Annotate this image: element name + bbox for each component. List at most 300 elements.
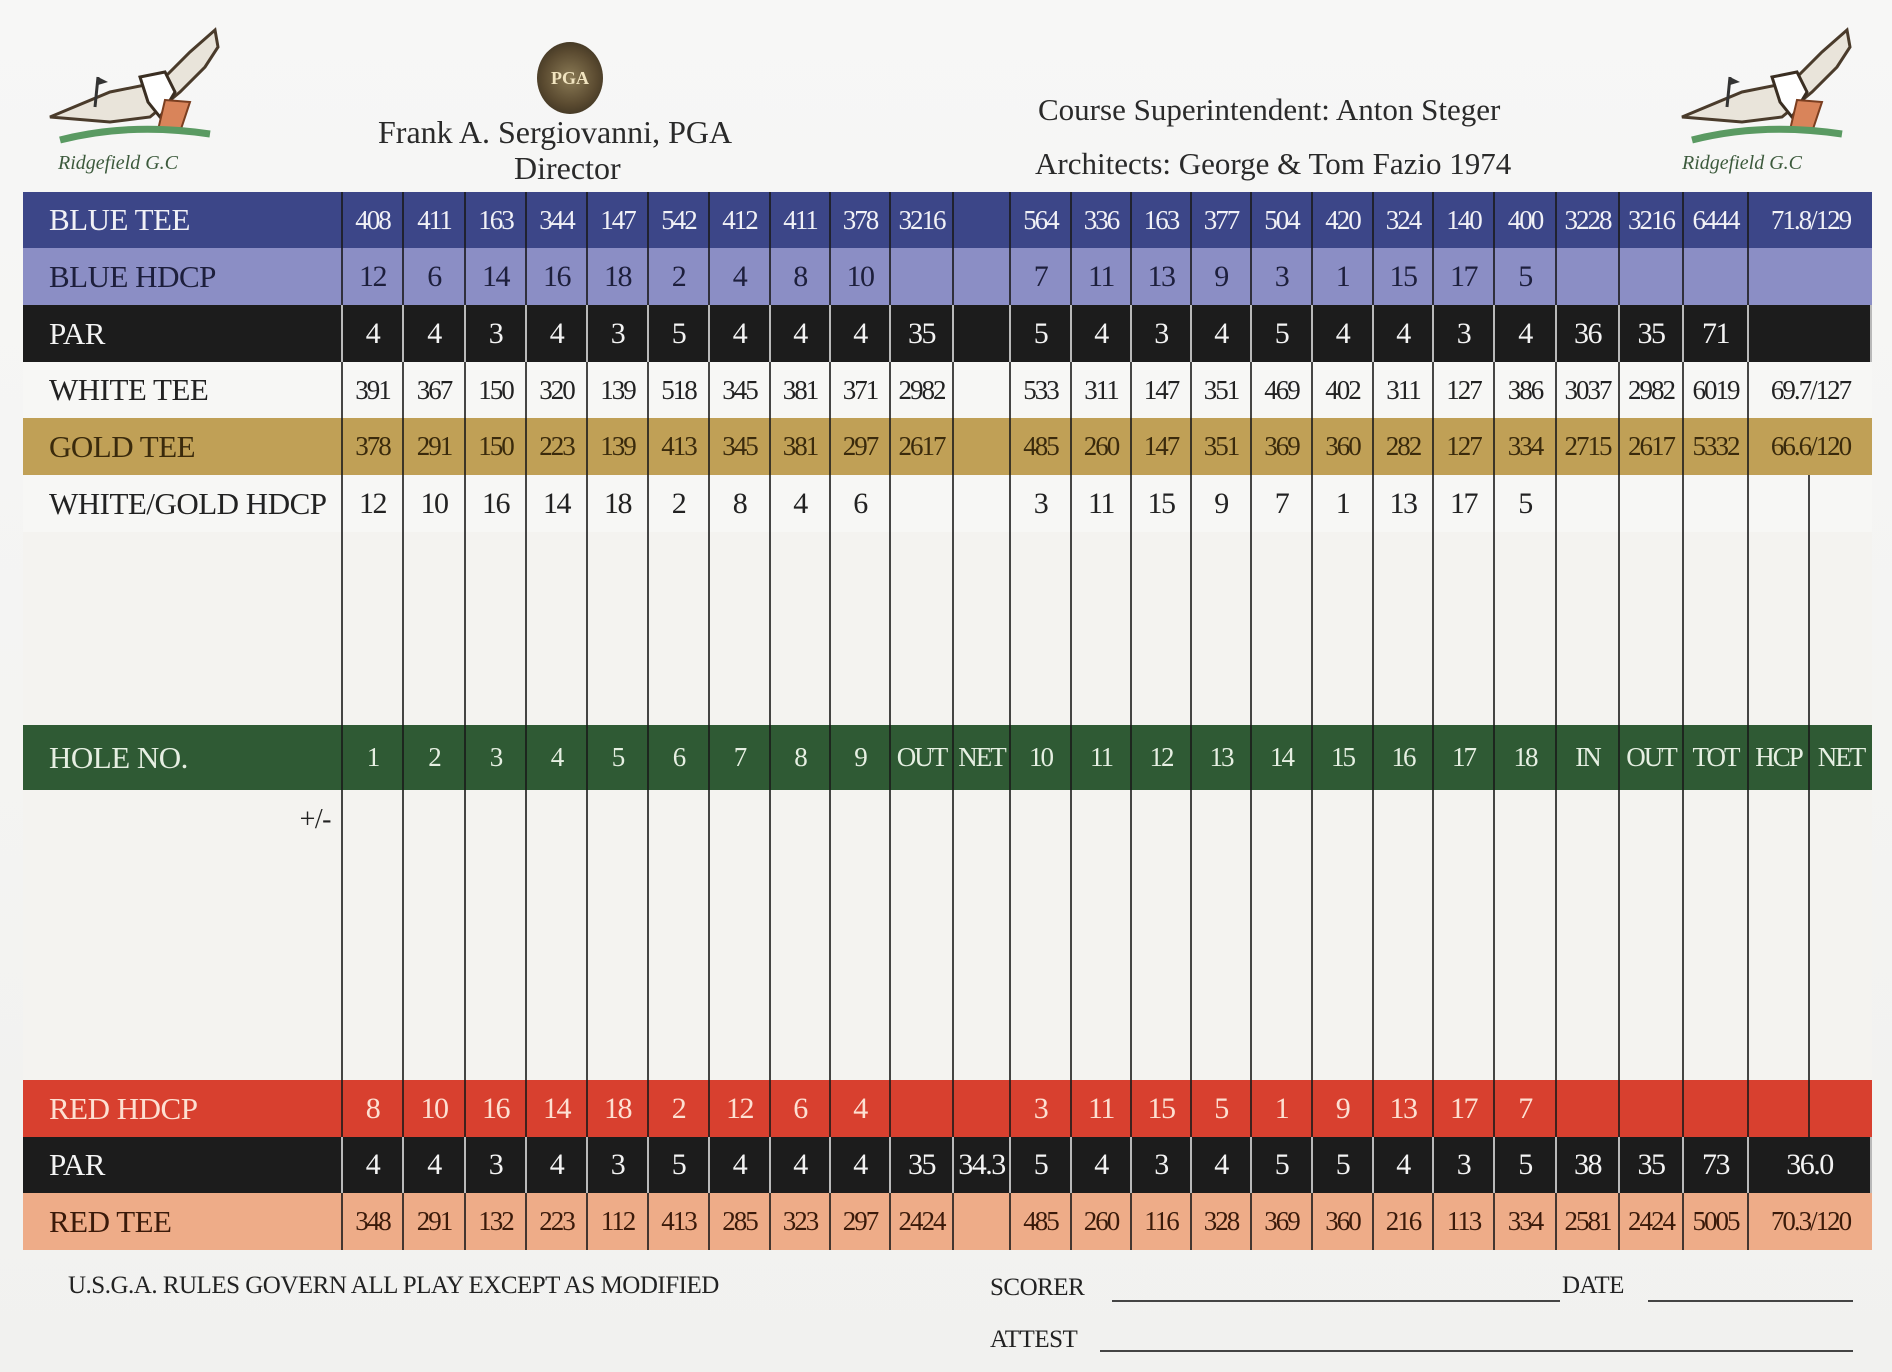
hole-7-cell: 412 <box>710 192 771 248</box>
hole-9-cell[interactable] <box>831 628 891 725</box>
net-total-cell[interactable] <box>1810 532 1872 628</box>
hole-1-cell: 1 <box>343 725 404 790</box>
hole-14-cell: 504 <box>1252 192 1313 248</box>
out-cell: OUT <box>891 725 954 790</box>
attest-field[interactable] <box>1100 1350 1853 1352</box>
hole-1-cell[interactable] <box>343 532 404 628</box>
pga-badge <box>537 42 603 114</box>
total-cell: 5332 <box>1684 418 1749 475</box>
hole-4-cell: 223 <box>527 1193 588 1250</box>
hole-15-cell: 1 <box>1313 475 1374 532</box>
hole-7-cell[interactable] <box>710 628 771 725</box>
net-total-cell[interactable] <box>1810 628 1872 725</box>
hole-1-cell: 12 <box>343 248 404 305</box>
net-cell <box>954 418 1011 475</box>
hole-13-cell: 13 <box>1192 725 1252 790</box>
hole-4-cell: 4 <box>527 1137 588 1193</box>
net-cell <box>954 1193 1011 1250</box>
hole-15-cell: 1 <box>1313 248 1374 305</box>
hole-8-cell: 411 <box>771 192 831 248</box>
rating-slope-cell: 36.0 <box>1749 1137 1872 1193</box>
hole-14-cell[interactable] <box>1252 628 1313 725</box>
hole-15-cell: 402 <box>1313 362 1374 418</box>
hole-4-cell: 223 <box>527 418 588 475</box>
net-total-cell[interactable] <box>1810 886 1872 982</box>
hole-17-cell: 17 <box>1434 248 1495 305</box>
out-cell[interactable] <box>891 982 954 1080</box>
hole-1-cell[interactable] <box>343 886 404 982</box>
row-label <box>23 982 343 1080</box>
hole-12-cell: 15 <box>1132 475 1192 532</box>
hole-3-cell[interactable] <box>466 532 527 628</box>
hole-2-cell[interactable] <box>404 886 466 982</box>
in-cell[interactable] <box>1557 532 1620 628</box>
hole-16-cell: 216 <box>1374 1193 1434 1250</box>
row-wg-hdcp <box>23 475 1872 534</box>
hole-14-cell: 469 <box>1252 362 1313 418</box>
out-cell <box>891 1080 954 1137</box>
hcp-cell[interactable] <box>1749 790 1810 886</box>
hole-7-cell[interactable] <box>710 886 771 982</box>
hole-13-cell[interactable] <box>1192 886 1252 982</box>
hole-10-cell[interactable] <box>1011 886 1072 982</box>
in-cell <box>1557 248 1620 305</box>
hole-13-cell: 351 <box>1192 362 1252 418</box>
hole-12-cell[interactable] <box>1132 982 1192 1080</box>
hole-16-cell: 16 <box>1374 725 1434 790</box>
net-cell[interactable] <box>954 790 1011 886</box>
rating-slope-cell <box>1749 248 1872 305</box>
hole-5-cell: 147 <box>588 192 649 248</box>
hole-4-cell[interactable] <box>527 790 588 886</box>
hole-17-cell: 127 <box>1434 418 1495 475</box>
hole-1-cell: 348 <box>343 1193 404 1250</box>
hole-11-cell: 11 <box>1072 1080 1132 1137</box>
hole-10-cell: 5 <box>1011 1137 1072 1193</box>
hole-12-cell[interactable] <box>1132 532 1192 628</box>
hole-14-cell: 7 <box>1252 475 1313 532</box>
hole-9-cell[interactable] <box>831 982 891 1080</box>
hcp-cell[interactable] <box>1749 532 1810 628</box>
row-par-bottom <box>23 1137 1872 1193</box>
row-blue-hdcp <box>23 248 1872 305</box>
net-total-cell[interactable] <box>1810 790 1872 886</box>
hole-17-cell: 17 <box>1434 725 1495 790</box>
hole-11-cell: 4 <box>1072 305 1132 362</box>
out-cell: 3216 <box>891 192 954 248</box>
hole-3-cell: 3 <box>466 305 527 362</box>
hole-5-cell[interactable] <box>588 886 649 982</box>
hole-2-cell: 10 <box>404 1080 466 1137</box>
hole-5-cell: 18 <box>588 248 649 305</box>
hole-12-cell: 13 <box>1132 248 1192 305</box>
hole-17-cell[interactable] <box>1434 886 1495 982</box>
net-total-cell[interactable] <box>1810 982 1872 1080</box>
hole-6-cell: 413 <box>649 1193 710 1250</box>
hole-15-cell: 15 <box>1313 725 1374 790</box>
hole-17-cell: 113 <box>1434 1193 1495 1250</box>
hole-15-cell[interactable] <box>1313 982 1374 1080</box>
rating-slope-cell: 70.3/120 <box>1770 1206 1851 1236</box>
hole-16-cell[interactable] <box>1374 790 1434 886</box>
hole-6-cell: 2 <box>649 248 710 305</box>
hole-4-cell[interactable] <box>527 628 588 725</box>
hole-14-cell[interactable] <box>1252 790 1313 886</box>
hole-14-cell: 3 <box>1252 248 1313 305</box>
hole-9-cell[interactable] <box>831 532 891 628</box>
in-cell: 3228 <box>1557 192 1620 248</box>
hole-10-cell[interactable] <box>1011 628 1072 725</box>
hole-5-cell: 3 <box>588 1137 649 1193</box>
total-cell <box>1684 475 1749 532</box>
hole-7-cell: 345 <box>710 362 771 418</box>
total-cell[interactable] <box>1684 790 1749 886</box>
architects: Architects: George & Tom Fazio 1974 <box>1035 146 1512 181</box>
out-cell[interactable] <box>891 886 954 982</box>
hole-8-cell[interactable] <box>771 886 831 982</box>
hole-3-cell[interactable] <box>466 982 527 1080</box>
hole-16-cell[interactable] <box>1374 532 1434 628</box>
hole-17-cell[interactable] <box>1434 982 1495 1080</box>
director-title: Director <box>514 150 621 186</box>
hole-8-cell[interactable] <box>771 982 831 1080</box>
total-cell[interactable] <box>1684 532 1749 628</box>
hole-17-cell: 17 <box>1434 475 1495 532</box>
hole-6-cell: 5 <box>649 1137 710 1193</box>
hole-11-cell[interactable] <box>1072 790 1132 886</box>
hole-18-cell: 5 <box>1495 248 1557 305</box>
hole-14-cell[interactable] <box>1252 982 1313 1080</box>
hole-17-cell: 127 <box>1434 362 1495 418</box>
hole-10-cell: 485 <box>1011 418 1072 475</box>
out-cell[interactable] <box>891 532 954 628</box>
hole-16-cell: 311 <box>1374 362 1434 418</box>
hole-12-cell[interactable] <box>1132 886 1192 982</box>
hole-16-cell[interactable] <box>1374 628 1434 725</box>
hole-17-cell[interactable] <box>1434 790 1495 886</box>
hole-12-cell: 15 <box>1132 1080 1192 1137</box>
hole-13-cell[interactable] <box>1192 532 1252 628</box>
net-cell[interactable] <box>954 982 1011 1080</box>
hole-14-cell: 1 <box>1252 1080 1313 1137</box>
hole-17-cell[interactable] <box>1434 532 1495 628</box>
hole-4-cell: 320 <box>527 362 588 418</box>
hole-10-cell[interactable] <box>1011 982 1072 1080</box>
total-out-cell: 35 <box>1620 1137 1684 1193</box>
hole-11-cell[interactable] <box>1072 628 1132 725</box>
hole-1-cell[interactable] <box>343 628 404 725</box>
net-cell[interactable] <box>954 532 1011 628</box>
hole-3-cell: 16 <box>466 1080 527 1137</box>
hole-7-cell[interactable] <box>710 982 771 1080</box>
net-total-cell <box>1810 1080 1872 1137</box>
hole-5-cell[interactable] <box>588 532 649 628</box>
total-cell <box>1684 248 1749 305</box>
hole-2-cell: 4 <box>404 1137 466 1193</box>
hole-14-cell: 5 <box>1252 305 1313 362</box>
hole-13-cell[interactable] <box>1192 982 1252 1080</box>
hole-13-cell[interactable] <box>1192 790 1252 886</box>
hole-1-cell[interactable] <box>343 982 404 1080</box>
total-out-cell[interactable] <box>1620 886 1684 982</box>
hole-15-cell: 4 <box>1313 305 1374 362</box>
hole-10-cell[interactable] <box>1011 790 1072 886</box>
hole-3-cell: 16 <box>466 475 527 532</box>
hole-2-cell[interactable] <box>404 532 466 628</box>
row-gold-tee <box>23 418 1872 475</box>
hole-4-cell: 4 <box>527 305 588 362</box>
out-cell[interactable] <box>891 628 954 725</box>
hole-15-cell: 360 <box>1313 418 1374 475</box>
row-label: GOLD TEE <box>23 418 343 475</box>
out-cell: 2424 <box>891 1193 954 1250</box>
hole-1-cell: 8 <box>343 1080 404 1137</box>
hole-10-cell: 3 <box>1011 475 1072 532</box>
hole-15-cell: 420 <box>1313 192 1374 248</box>
hole-1-cell: 408 <box>343 192 404 248</box>
row-label: BLUE TEE <box>23 192 343 248</box>
hole-12-cell[interactable] <box>1132 628 1192 725</box>
hole-17-cell: 140 <box>1434 192 1495 248</box>
hole-18-cell: 334 <box>1495 1193 1557 1250</box>
hole-8-cell[interactable] <box>771 790 831 886</box>
row-label: +/- <box>23 790 343 886</box>
date-field[interactable] <box>1648 1300 1853 1302</box>
hole-4-cell: 16 <box>527 248 588 305</box>
hole-1-cell: 378 <box>343 418 404 475</box>
hole-6-cell: 542 <box>649 192 710 248</box>
hole-6-cell: 2 <box>649 1080 710 1137</box>
hole-5-cell: 112 <box>588 1193 649 1250</box>
hole-6-cell: 2 <box>649 475 710 532</box>
hole-18-cell: 18 <box>1495 725 1557 790</box>
hole-12-cell: 147 <box>1132 418 1192 475</box>
hole-10-cell[interactable] <box>1011 532 1072 628</box>
in-cell[interactable] <box>1557 628 1620 725</box>
hole-5-cell[interactable] <box>588 982 649 1080</box>
hole-3-cell[interactable] <box>466 886 527 982</box>
hole-11-cell: 4 <box>1072 1137 1132 1193</box>
hole-12-cell: 163 <box>1132 192 1192 248</box>
total-cell[interactable] <box>1684 886 1749 982</box>
hole-9-cell: 4 <box>831 1080 891 1137</box>
hole-4-cell[interactable] <box>527 886 588 982</box>
total-cell: 6444 <box>1684 192 1749 248</box>
row-label <box>23 532 343 628</box>
hole-8-cell: 8 <box>771 725 831 790</box>
net-cell[interactable] <box>954 886 1011 982</box>
hole-7-cell: 285 <box>710 1193 771 1250</box>
hole-8-cell: 4 <box>771 475 831 532</box>
hole-7-cell[interactable] <box>710 532 771 628</box>
out-cell: 2617 <box>891 418 954 475</box>
scorer-label: SCORER <box>990 1274 1085 1301</box>
hole-15-cell[interactable] <box>1313 886 1374 982</box>
hole-6-cell[interactable] <box>649 886 710 982</box>
out-cell <box>891 248 954 305</box>
score-row-4 <box>23 982 1872 1080</box>
hole-4-cell: 14 <box>527 1080 588 1137</box>
date-label: DATE <box>1562 1272 1624 1299</box>
hole-15-cell[interactable] <box>1313 790 1374 886</box>
rating-slope-cell: 66.6/120 <box>1770 431 1851 461</box>
hole-10-cell: 3 <box>1011 1080 1072 1137</box>
total-cell: 6019 <box>1684 362 1749 418</box>
hole-5-cell[interactable] <box>588 790 649 886</box>
hole-6-cell[interactable] <box>649 532 710 628</box>
hole-14-cell[interactable] <box>1252 886 1313 982</box>
hole-1-cell[interactable] <box>343 790 404 886</box>
hole-7-cell: 12 <box>710 1080 771 1137</box>
hole-10-cell: 533 <box>1011 362 1072 418</box>
total-out-cell: 2617 <box>1620 418 1684 475</box>
hole-7-cell: 4 <box>710 305 771 362</box>
course-superintendent: Course Superintendent: Anton Steger <box>1038 92 1501 127</box>
hole-2-cell[interactable] <box>404 790 466 886</box>
hole-2-cell: 291 <box>404 1193 466 1250</box>
row-blue-tee <box>23 192 1872 248</box>
hole-11-cell[interactable] <box>1072 886 1132 982</box>
hole-16-cell: 13 <box>1374 1080 1434 1137</box>
net-cell <box>954 192 1011 248</box>
club-logo-right <box>1672 22 1862 182</box>
net-cell <box>954 1080 1011 1137</box>
hole-16-cell[interactable] <box>1374 982 1434 1080</box>
hole-4-cell[interactable] <box>527 982 588 1080</box>
hole-4-cell: 344 <box>527 192 588 248</box>
hole-8-cell[interactable] <box>771 628 831 725</box>
hole-16-cell: 4 <box>1374 1137 1434 1193</box>
total-out-cell: OUT <box>1620 725 1684 790</box>
net-cell <box>954 475 1011 532</box>
hole-9-cell[interactable] <box>831 886 891 982</box>
hole-10-cell: 564 <box>1011 192 1072 248</box>
rating-slope-cell <box>1749 305 1872 362</box>
hole-6-cell[interactable] <box>649 628 710 725</box>
hole-15-cell: 5 <box>1313 1137 1374 1193</box>
in-cell: 38 <box>1557 1137 1620 1193</box>
score-row-3 <box>23 886 1872 984</box>
hole-18-cell: 7 <box>1495 1080 1557 1137</box>
total-cell: 5005 <box>1684 1193 1749 1250</box>
row-red-tee <box>23 1193 1872 1250</box>
hole-3-cell: 3 <box>466 1137 527 1193</box>
hole-16-cell: 282 <box>1374 418 1434 475</box>
hcp-cell[interactable] <box>1749 982 1810 1080</box>
out-cell[interactable] <box>891 790 954 886</box>
pga-badge-text: PGA <box>551 67 589 88</box>
hole-16-cell[interactable] <box>1374 886 1434 982</box>
in-cell[interactable] <box>1557 982 1620 1080</box>
hcp-cell[interactable] <box>1749 886 1810 982</box>
hole-2-cell: 291 <box>404 418 466 475</box>
hcp-cell[interactable] <box>1749 628 1810 725</box>
hole-15-cell[interactable] <box>1313 532 1374 628</box>
hole-9-cell: 9 <box>831 725 891 790</box>
net-total-cell: NET <box>1817 742 1865 772</box>
total-out-cell[interactable] <box>1620 532 1684 628</box>
hole-9-cell[interactable] <box>831 790 891 886</box>
hole-10-cell: 5 <box>1011 305 1072 362</box>
total-out-cell[interactable] <box>1620 790 1684 886</box>
hole-12-cell[interactable] <box>1132 790 1192 886</box>
hole-5-cell[interactable] <box>588 628 649 725</box>
hole-15-cell[interactable] <box>1313 628 1374 725</box>
hole-4-cell[interactable] <box>527 532 588 628</box>
hcp-cell <box>1749 1080 1810 1137</box>
hole-2-cell[interactable] <box>404 628 466 725</box>
hole-2-cell[interactable] <box>404 982 466 1080</box>
hole-3-cell[interactable] <box>466 790 527 886</box>
total-cell: 73 <box>1684 1137 1749 1193</box>
row-label: RED HDCP <box>23 1080 343 1137</box>
hole-16-cell: 15 <box>1374 248 1434 305</box>
hole-11-cell: 260 <box>1072 1193 1132 1250</box>
hole-13-cell: 377 <box>1192 192 1252 248</box>
hole-12-cell: 12 <box>1132 725 1192 790</box>
hole-3-cell[interactable] <box>466 628 527 725</box>
hole-18-cell[interactable] <box>1495 790 1557 886</box>
in-cell <box>1557 475 1620 532</box>
hole-6-cell[interactable] <box>649 790 710 886</box>
in-cell[interactable] <box>1557 790 1620 886</box>
in-cell <box>1557 1080 1620 1137</box>
hole-18-cell: 334 <box>1495 418 1557 475</box>
hole-18-cell[interactable] <box>1495 886 1557 982</box>
hole-17-cell[interactable] <box>1434 628 1495 725</box>
hole-1-cell: 12 <box>343 475 404 532</box>
hole-2-cell: 411 <box>404 192 466 248</box>
hole-11-cell[interactable] <box>1072 532 1132 628</box>
hole-5-cell: 3 <box>588 305 649 362</box>
total-out-cell[interactable] <box>1620 982 1684 1080</box>
hole-8-cell: 323 <box>771 1193 831 1250</box>
hole-12-cell: 147 <box>1132 362 1192 418</box>
total-cell[interactable] <box>1684 982 1749 1080</box>
hole-2-cell: 10 <box>404 475 466 532</box>
in-cell: 2715 <box>1557 418 1620 475</box>
hole-8-cell: 4 <box>771 1137 831 1193</box>
club-logo-text: Ridgefield G.C <box>58 152 178 174</box>
hole-7-cell[interactable] <box>710 790 771 886</box>
hole-14-cell[interactable] <box>1252 532 1313 628</box>
hole-16-cell: 4 <box>1374 305 1434 362</box>
total-out-cell[interactable] <box>1620 628 1684 725</box>
total-out-cell <box>1620 475 1684 532</box>
total-cell[interactable] <box>1684 628 1749 725</box>
hole-18-cell[interactable] <box>1495 982 1557 1080</box>
net-cell[interactable] <box>954 628 1011 725</box>
hole-18-cell[interactable] <box>1495 628 1557 725</box>
scorer-field[interactable] <box>1112 1300 1560 1302</box>
hole-8-cell: 381 <box>771 362 831 418</box>
hole-8-cell[interactable] <box>771 532 831 628</box>
out-cell: 35 <box>891 305 954 362</box>
hole-18-cell[interactable] <box>1495 532 1557 628</box>
rating-slope-cell: 71.8/129 <box>1770 204 1851 235</box>
hole-13-cell[interactable] <box>1192 628 1252 725</box>
hole-9-cell: 371 <box>831 362 891 418</box>
hole-10-cell: 485 <box>1011 1193 1072 1250</box>
hole-13-cell: 4 <box>1192 1137 1252 1193</box>
row-par-top <box>23 305 1872 362</box>
hole-3-cell: 132 <box>466 1193 527 1250</box>
hole-6-cell[interactable] <box>649 982 710 1080</box>
hole-13-cell: 328 <box>1192 1193 1252 1250</box>
total-out-cell: 2982 <box>1620 362 1684 418</box>
in-cell[interactable] <box>1557 886 1620 982</box>
hole-11-cell[interactable] <box>1072 982 1132 1080</box>
